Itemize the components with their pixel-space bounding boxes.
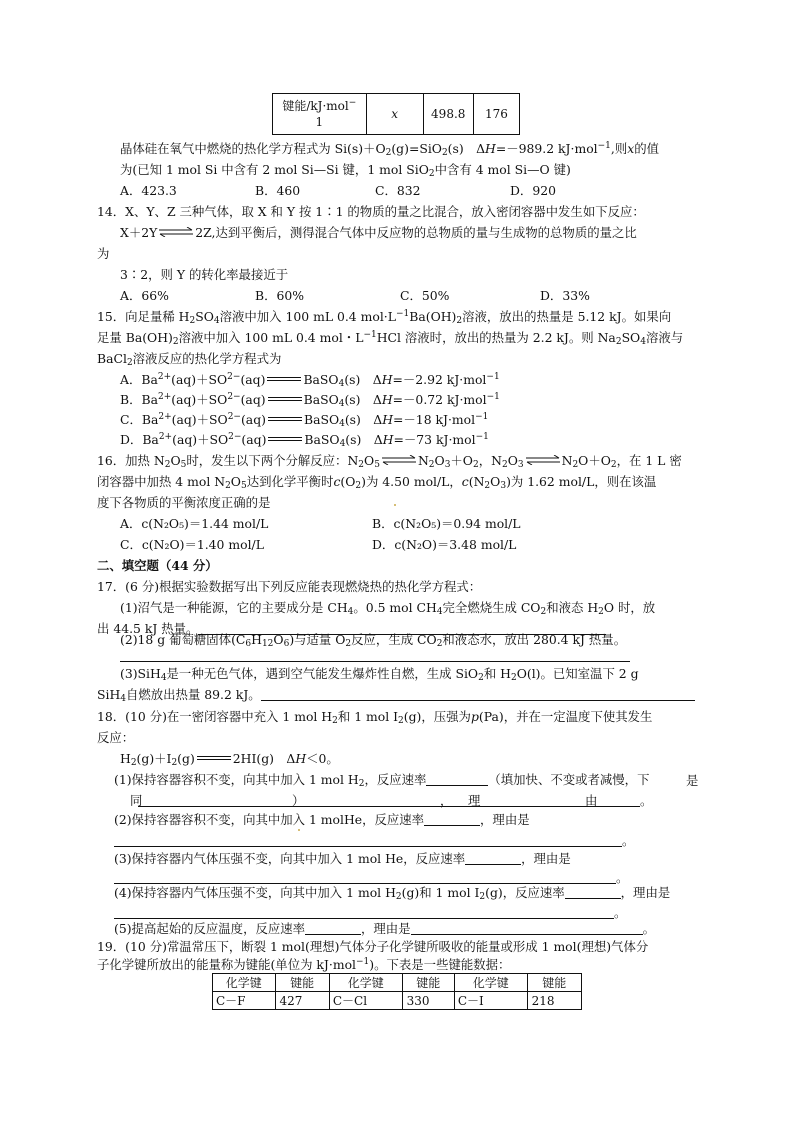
table-header: 化学键 bbox=[213, 974, 276, 992]
answer-blank[interactable] bbox=[305, 921, 361, 935]
q15-line-2: 足量 $Ba(OH)_2$溶液中加入 100 mL 0.4 mol・$L^{-1}HCl$ 溶液时，放出的热量为 2.2 kJ。则 $Na_2SO_4$溶液与 bbox=[97, 330, 684, 347]
q15-option-d: D．$Ba^{2+}(aq)+SO^{2-}(aq)$ BaSO$_4$(s) ΔH=－73 kJ·mol$^{-1}$ bbox=[120, 432, 489, 449]
answer-blank[interactable] bbox=[114, 833, 622, 847]
table-cell: 330 bbox=[402, 992, 454, 1010]
equilibrium-arrow-icon bbox=[158, 227, 194, 237]
answer-blank[interactable] bbox=[138, 793, 640, 807]
q16-line-1: 16．加热 $N_2O_5$时，发生以下两个分解反应：$N_2O_5$ $N_2O_3+O_2$，$N_2O_3$ $N_2O+O_2$，在 1 L 密 bbox=[97, 453, 682, 470]
speck bbox=[298, 829, 300, 831]
equals-double-line-icon bbox=[197, 756, 231, 760]
answer-blank[interactable] bbox=[261, 687, 695, 701]
q18-sub-1c: 。 bbox=[138, 791, 652, 811]
equilibrium-arrow-icon bbox=[381, 455, 417, 465]
equals-double-line-icon bbox=[268, 397, 302, 401]
equilibrium-arrow-icon bbox=[525, 455, 561, 465]
table-header: 键能 bbox=[402, 974, 454, 992]
answer-blank[interactable] bbox=[465, 851, 521, 865]
q14-line-2b: 为 bbox=[97, 246, 110, 261]
section-heading: 二、填空题（44 分） bbox=[97, 558, 218, 573]
q15-option-c: C．$Ba^{2+}(aq)+SO^{2-}(aq)$ BaSO$_4$(s) ΔH=－18 kJ·mol$^{-1}$ bbox=[120, 412, 489, 429]
equals-double-line-icon bbox=[268, 437, 302, 441]
equals-double-line-icon bbox=[267, 377, 301, 381]
table-cell-value: 498.8 bbox=[423, 94, 473, 135]
q15-option-b: B．$Ba^{2+}(aq)+SO^{2-}(aq)$ BaSO$_4$(s) ΔH=－0.72 kJ·mol$^{-1}$ bbox=[120, 392, 500, 409]
answer-blank[interactable] bbox=[565, 885, 621, 899]
q16-option-a: A．c(N₂O₅)＝1.44 mol/L bbox=[120, 516, 269, 531]
q18-sub-2b: 。 bbox=[114, 831, 634, 851]
table-cell: 427 bbox=[275, 992, 329, 1010]
q17-part-3: (3)SiH$_4$是一种无色气体，遇到空气能发生爆炸性自燃，生成 SiO$_2$和 $H_2O(l)$。已知室温下 2 g bbox=[120, 666, 639, 683]
table-cell: 218 bbox=[527, 992, 581, 1010]
q15-line-1: 15．向足量稀 $H_2SO_4$溶液中加入 100 mL 0.4 $mol\cdot L^{-1}Ba(OH)_2$溶液，放出的热量是 5.12 kJ。如果向 bbox=[97, 309, 672, 326]
table-cell: C－Cl bbox=[329, 992, 402, 1010]
q14-line-2: X＋2Y 2Z,达到平衡后，测得混合气体中反应物的总物质的量与生成物的总物质的量之比 bbox=[120, 225, 637, 240]
table-cell-x: x bbox=[366, 94, 423, 135]
table-label-cell: 键能/kJ·mol− 1 bbox=[273, 94, 367, 135]
q17-part-1: (1)沼气是一种能源，它的主要成分是 $CH_4$。0.5 mol $CH_4$完全燃烧生成 $CO_2$和液态 $H_2O$ 时，放 bbox=[120, 600, 656, 617]
answer-blank[interactable] bbox=[424, 812, 480, 826]
q13-line-1: 晶体硅在氧气中燃烧的热化学方程式为 $Si(s)+O_2(g)=SiO_2(s)$ ΔH=－989.2 kJ·mol$^{-1}$,则x的值 bbox=[120, 141, 660, 158]
q18-sub-2: (2)保持容器容积不变，向其中加入 1 molHe，反应速率 ，理由是 bbox=[114, 812, 530, 827]
q15-line-3: BaCl$_2$溶液反应的热化学方程式为 bbox=[97, 351, 282, 368]
table-header: 键能 bbox=[527, 974, 581, 992]
table-cell: C－F bbox=[213, 992, 276, 1010]
q16-option-d: D．c(N₂O)＝3.48 mol/L bbox=[372, 537, 517, 552]
q18-line-1: 18．(10 分)在一密闭容器中充入 1 mol $H_2$和 1 mol $I_2(g)$，压强为p(Pa)，并在一定温度下使其发生 bbox=[97, 709, 653, 726]
q17-part-1b: 出 44.5 kJ 热量。 bbox=[97, 619, 606, 639]
table-cell-value: 176 bbox=[473, 94, 519, 135]
table-header: 化学键 bbox=[454, 974, 527, 992]
q18-sub-1b: 同 ） ， 理 由 是 bbox=[130, 773, 699, 808]
q16-option-b: B．c(N₂O₅)＝0.94 mol/L bbox=[372, 516, 521, 531]
speck bbox=[394, 504, 396, 506]
answer-blank[interactable] bbox=[114, 905, 614, 919]
q16-line-2: 闭容器中加热 4 mol $N_2O_5$达到化学平衡时$c(O_2)$为 4.50 mol/L，$c(N_2O_3)$为 1.62 mol/L，则在该温 bbox=[97, 474, 657, 491]
answer-blank[interactable] bbox=[411, 921, 643, 935]
q19-line-2: 子化学键所放出的能量称为键能(单位为 kJ·mol$^{-1}$)。下表是一些键能数据： bbox=[97, 957, 511, 972]
q18-sub-3: (3)保持容器内气体压强不变，向其中加入 1 mol He，反应速率 ，理由是 bbox=[114, 851, 571, 866]
q15-option-a: A．$Ba^{2+}(aq)+SO^{2-}(aq)$ BaSO$_4$(s) ΔH=－2.92 kJ·mol$^{-1}$ bbox=[120, 372, 500, 389]
answer-blank[interactable] bbox=[114, 870, 616, 884]
q17-line-1: 17．(6 分)根据实验数据写出下列反应能表现燃烧热的热化学方程式： bbox=[97, 579, 482, 594]
document-page: 键能/kJ·mol− 1 x 498.8 176 晶体硅在氧气中燃烧的热化学方程式为 $Si(s)+O_2(g)=SiO_2(s)$ ΔH=－989.2 kJ·mol$^{-1}$,则x的值 为(已知 1 mol Si 中含有 2 mol Si—Si 键，1 mol SiO$_2$中含有 4 mol Si—O 键) A．423.3 B．460 C．832 D．920 14．X、Y、Z 三种气体，取 X 和 Y 按 1∶1 的物质的量之比混合，放入密闭容器中发生如下反应： X＋2Y 2Z,达到平衡后，测得混合气体中反应物的总物质的量与生成物的总物质的量之比 为 3∶2，则 Y 的转化率最接近于 A．66% B．60% C．50% D．33% 15．向足量稀 $H_2SO_4$溶液中加入 100 mL 0.4 $mol\cdot L^{-1}Ba(OH)_2$溶液，放出的热量是 5.12 kJ。如果向 足量 $Ba(OH)_2$溶液中加入 100 mL 0.4 mol・$L^{-1}HCl$ 溶液时，放出的热量为 2.2 kJ。则 $Na_2SO_4$溶液与 BaCl$_2$溶液反应的热化学方程式为 A．$Ba^{2+}(aq)+SO^{2-}(aq)$ BaSO$_4$(s) ΔH=－2.92 kJ·mol$^{-1}$ B．$Ba^{2+}(aq)+SO^{2-}(aq)$ BaSO$_4$(s) ΔH=－0.72 kJ·mol$^{-1}$ C．$Ba^{2+}(aq)+SO^{2-}(aq)$ BaSO$_4$(s) ΔH=－18 kJ·mol$^{-1}$ D．$Ba^{2+}(aq)+SO^{2-}(aq)$ BaSO$_4$(s) ΔH=－73 kJ·mol$^{-1}$ 16．加热 $N_2O_5$时，发生以下两个分解反应：$N_2O_5$ $N_2O_3+O_2$，$N_2O_3$ $N_2O+O_2$，在 1 L 密 闭容器中加热 4 mol $N_2O_5$达到化学平衡时$c(O_2)$为 4.50 mol/L，$c(N_2O_3)$为 1.62 mol/L，则在该温 度下各物质的平衡浓度正确的是 A．c(N₂O₅)＝1.44 mol/L B．c(N₂O₅)＝0.94 mol/L C．c(N₂O)＝1.40 mol/L D．c(N₂O)＝3.48 mol/L 二、填空题（44 分） 17．(6 分)根据实验数据写出下列反应能表现燃烧热的热化学方程式： (1)沼气是一种能源，它的主要成分是 $CH_4$。0.5 mol $CH_4$完全燃烧生成 $CO_2$和液态 $H_2O$ 时，放 出 44.5 kJ 热量。 (2)18 g 葡萄糖固体$(C_6H_{12}O_6)$与适量 $O_2$反应，生成 $CO_2$和液态水，放出 280.4 kJ 热量。 (3)SiH$_4$是一种无色气体，遇到空气能发生爆炸性自燃，生成 SiO$_2$和 $H_2O(l)$。已知室温下 2 g SiH$_4$自燃放出热量 89.2 kJ。 18．(10 分)在一密闭容器中充入 1 mol $H_2$和 1 mol $I_2(g)$，压强为p(Pa)，并在一定温度下使其发生 反应： $H_2(g)+I_2(g)$ 2HI(g) ΔH＜0。 (1)保持容器容积不变，向其中加入 1 mol $H_2$，反应速率 （填加快、不变或者减慢，下 同 ） ， 理 由 是 。 (2)保持容器容积不变，向其中加入 1 molHe，反应速率 ，理由是 。 (3)保持容器内气体压强不变，向其中加入 1 mol He，反应速率 ，理由是 。 (4)保持容器内气体压强不变，向其中加入 1 mol $H_2(g)$和 1 mol $I_2(g)$，反应速率 ，理由是 。 (5)提高起始的反应温度，反应速率 ，理由是 。 19．(10 分)常温常压下，断裂 1 mol(理想)气体分子化学键所吸收的能量或形成 1 mol(理想)气体分 子化学键所放出的能量称为键能(单位为 kJ·mol$^{-1}$)。下表是一些键能数据： 化学键 键能 化学键 键能 化学键 键能 C－F 427 C－Cl 330 C－I 218 bbox=[0, 0, 794, 1123]
table-header: 化学键 bbox=[329, 974, 402, 992]
q19-line-1: 19．(10 分)常温常压下，断裂 1 mol(理想)气体分子化学键所吸收的能量或形成 1 mol(理想)气体分 bbox=[97, 939, 649, 954]
equals-double-line-icon bbox=[268, 417, 302, 421]
table-cell: C－I bbox=[454, 992, 527, 1010]
q14-line-1: 14．X、Y、Z 三种气体，取 X 和 Y 按 1∶1 的物质的量之比混合，放入密闭容器中发生如下反应： bbox=[97, 204, 645, 219]
q17-part-2: (2)18 g 葡萄糖固体$(C_6H_{12}O_6)$与适量 $O_2$反应，生成 $CO_2$和液态水，放出 280.4 kJ 热量。 bbox=[120, 632, 627, 649]
q13-line-2: 为(已知 1 mol Si 中含有 2 mol Si—Si 键，1 mol SiO$_2$中含有 4 mol Si—O 键) bbox=[120, 162, 571, 179]
bond-energy-table bbox=[212, 973, 582, 1010]
q16-option-c: C．c(N₂O)＝1.40 mol/L bbox=[120, 537, 264, 552]
q18-equation: $H_2(g)+I_2(g)$ 2HI(g) ΔH＜0。 bbox=[120, 751, 339, 768]
q14-line-3: 3∶2，则 Y 的转化率最接近于 bbox=[120, 267, 289, 282]
q17-part-2-blank[interactable] bbox=[120, 646, 630, 666]
q18-sub-1: (1)保持容器容积不变，向其中加入 1 mol $H_2$，反应速率 （填加快、不变或者减慢，下 bbox=[114, 772, 650, 789]
table-header: 键能 bbox=[275, 974, 329, 992]
q18-sub-5: (5)提高起始的反应温度，反应速率 ，理由是 。 bbox=[114, 921, 655, 936]
q18-sub-4b: 。 bbox=[114, 903, 626, 923]
q18-line-2: 反应： bbox=[97, 730, 135, 745]
q18-sub-4: (4)保持容器内气体压强不变，向其中加入 1 mol $H_2(g)$和 1 mol $I_2(g)$，反应速率 ，理由是 bbox=[114, 885, 671, 902]
q16-line-3: 度下各物质的平衡浓度正确的是 bbox=[97, 495, 271, 510]
q17-part-3b: SiH$_4$自燃放出热量 89.2 kJ。 bbox=[97, 685, 695, 705]
q18-sub-3b: 。 bbox=[114, 868, 628, 888]
bond-energy-table-top bbox=[272, 93, 520, 135]
